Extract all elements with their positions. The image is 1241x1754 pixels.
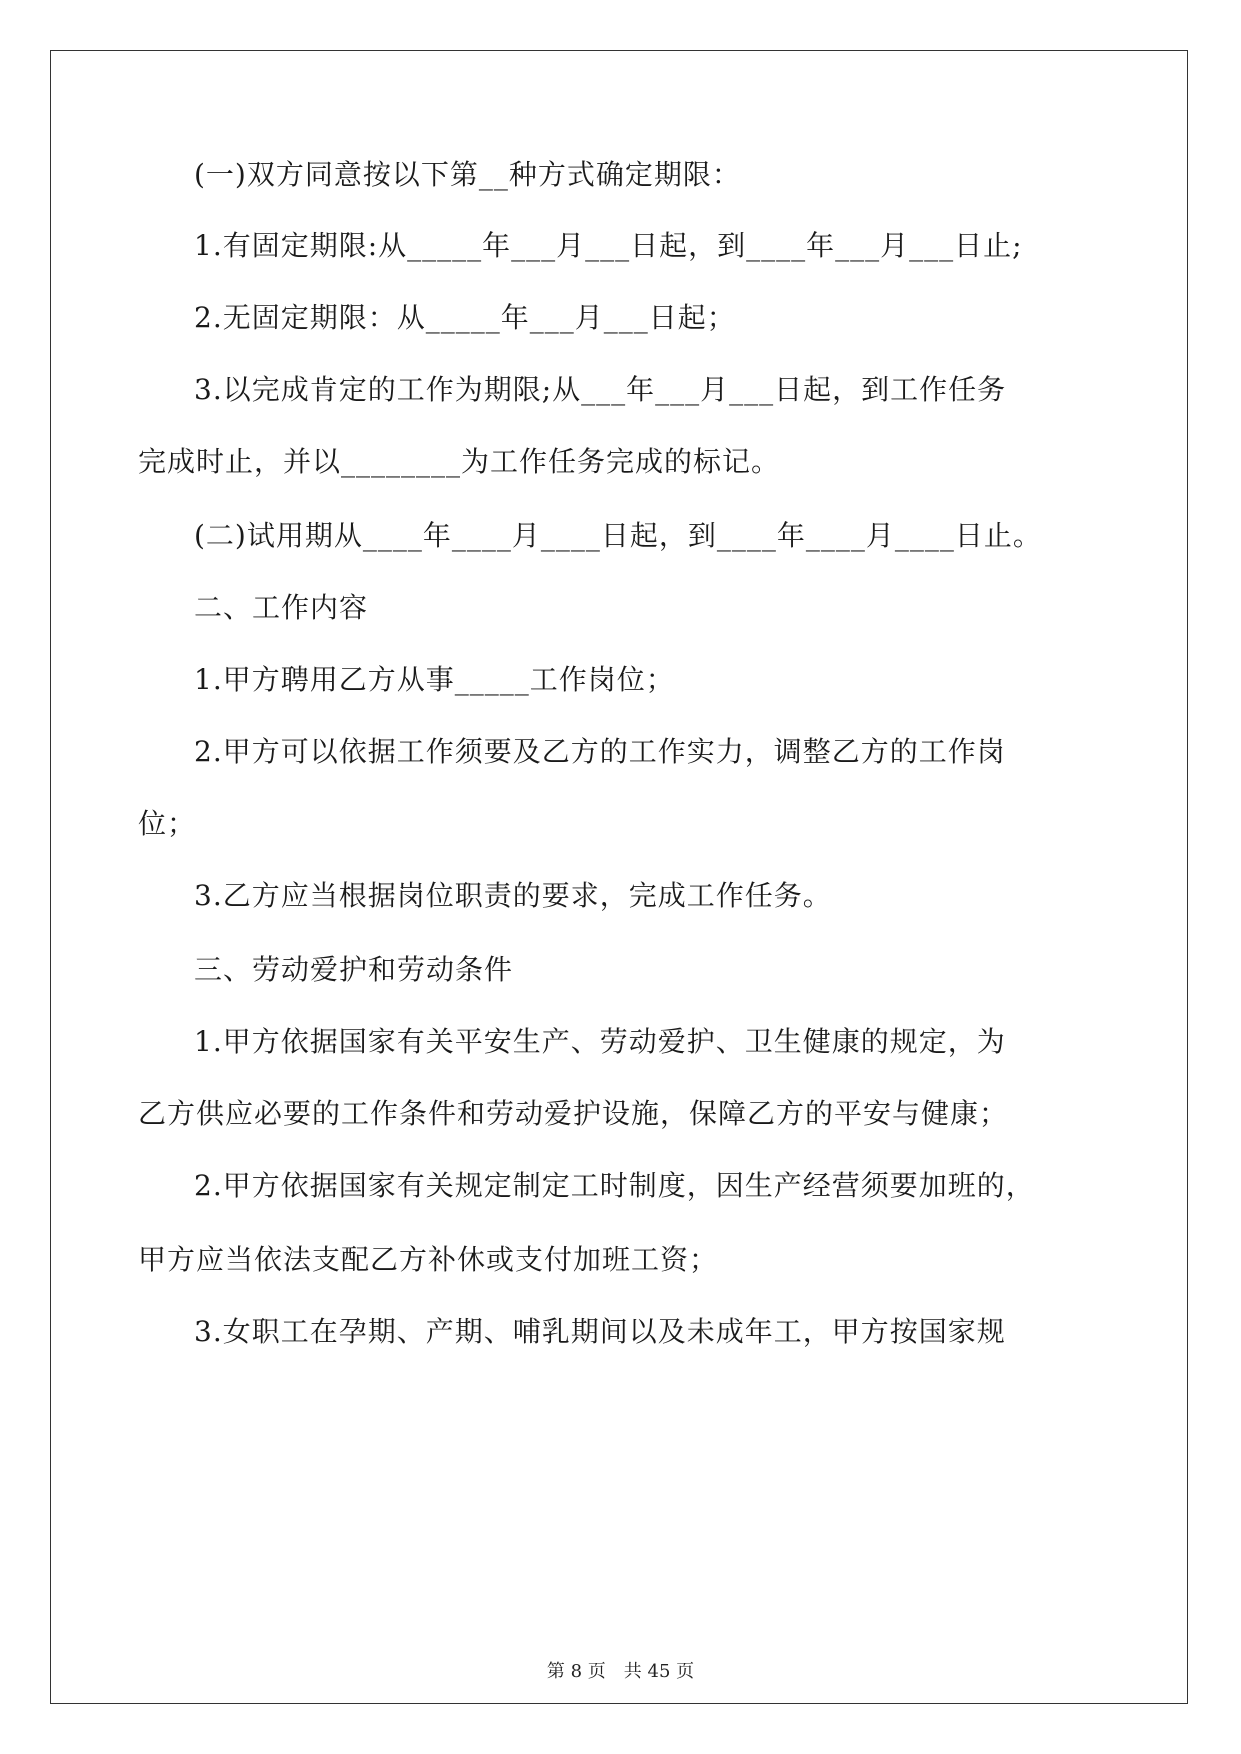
text-line: 2.无固定期限：从_____年___月___日起； bbox=[194, 301, 736, 334]
text-line: 2.甲方可以依据工作须要及乙方的工作实力，调整乙方的工作岗 bbox=[194, 735, 1006, 768]
text-line: (二)试用期从____年____月____日起，到____年____月____日止。 bbox=[194, 519, 1042, 552]
text-line: 3.以完成肯定的工作为期限;从___年___月___日起，到工作任务 bbox=[194, 373, 1007, 406]
text-line: 1.甲方聘用乙方从事_____工作岗位； bbox=[194, 663, 675, 696]
text-line: 3.女职工在孕期、产期、哺乳期间以及未成年工，甲方按国家规 bbox=[194, 1315, 1006, 1348]
text-line: (一)双方同意按以下第__种方式确定期限： bbox=[194, 158, 741, 191]
text-line: 甲方应当依法支配乙方补休或支付加班工资； bbox=[138, 1243, 719, 1276]
text-line: 位； bbox=[138, 807, 197, 840]
text-line: 1.甲方依据国家有关平安生产、劳动爱护、卫生健康的规定，为 bbox=[194, 1025, 1006, 1058]
page-number: 第 8 页 共 45 页 bbox=[546, 1661, 695, 1682]
text-line: 3.乙方应当根据岗位职责的要求，完成工作任务。 bbox=[194, 879, 832, 912]
text-line: 2.甲方依据国家有关规定制定工时制度，因生产经营须要加班的， bbox=[194, 1169, 1035, 1202]
text-line: 1.有固定期限:从_____年___月___日起，到____年___月___日止; bbox=[194, 229, 1023, 262]
text-line: 完成时止，并以________为工作任务完成的标记。 bbox=[138, 445, 781, 478]
section-heading: 三、劳动爱护和劳动条件 bbox=[194, 953, 514, 986]
section-heading: 二、工作内容 bbox=[194, 591, 369, 624]
text-line: 乙方供应必要的工作条件和劳动爱护设施，保障乙方的平安与健康； bbox=[138, 1097, 1009, 1130]
